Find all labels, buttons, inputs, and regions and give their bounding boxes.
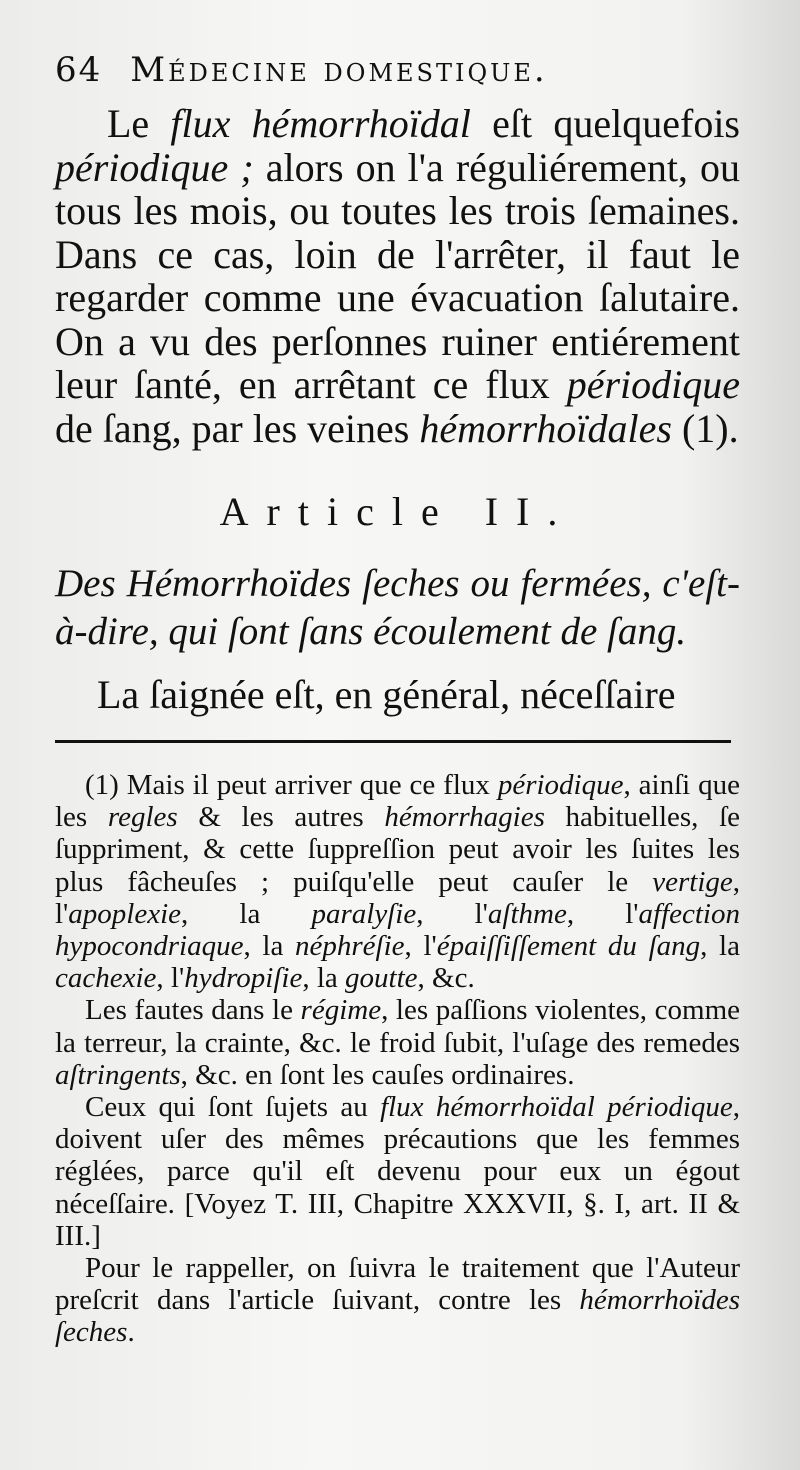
italic-run: hémorrhagies: [384, 801, 545, 834]
running-title: Médecine domestique.: [130, 50, 548, 90]
footnote-1: [55, 769, 740, 994]
text-run: , &c.: [417, 962, 475, 995]
italic-run: périodique: [497, 769, 624, 801]
footnote-2: [55, 994, 740, 1091]
text-run: Ceux qui ſont ſujets au: [85, 1091, 381, 1124]
italic-run: goutte: [345, 962, 418, 995]
italic-run: cachexie: [55, 962, 157, 995]
text-run: , l': [55, 865, 740, 930]
text-run: , les paſſions violentes, comme la terreur, la crainte, &c. le froid ſubit, l'uſage des remedes: [55, 994, 740, 1059]
italic-run: flux hémorrhoïdal: [170, 101, 471, 146]
text-run: Le: [107, 101, 171, 146]
text-run: , la: [181, 897, 312, 930]
italic-run: paralyſie: [311, 897, 417, 930]
text-run: (1) Mais il peut arriver que ce flux: [85, 769, 498, 801]
footnote-4: [55, 1252, 740, 1349]
footnote-3: [55, 1091, 740, 1252]
main-text: [55, 102, 740, 450]
text-run: , l': [566, 897, 639, 930]
text-run: , &c. en ſont les cauſes ordinaires.: [180, 1058, 575, 1091]
text-run: (1).: [671, 405, 739, 451]
text-run: , l': [416, 897, 488, 930]
running-header: [55, 50, 740, 98]
footnotes: [55, 769, 740, 1349]
text-run: & les autres: [177, 801, 385, 834]
footnote-divider: [55, 740, 731, 743]
italic-run: hémorrhoïdes ſeches: [55, 1284, 740, 1349]
italic-run: flux hémorrhoïdal périodique: [380, 1091, 733, 1124]
text-run: , la: [700, 930, 740, 963]
italic-run: hydropiſie: [184, 962, 303, 995]
italic-run: regles: [107, 801, 178, 834]
article-heading: Article II.: [219, 489, 576, 534]
text-run: , l': [404, 930, 437, 963]
italic-run: périodique: [566, 362, 740, 407]
italic-run: néphréſie: [295, 930, 405, 963]
italic-run: régime: [300, 994, 382, 1027]
text-run: eſt quelquefois: [470, 101, 740, 146]
text-run: Les fautes dans le: [85, 994, 301, 1027]
italic-run: épaiſſiſſement du ſang: [436, 930, 701, 963]
text-run: , doivent uſer des mêmes précautions que les femmes réglées, parce qu'il eſt devenu pour eux un égout néceſſaire. [Voyez T. III, Chapitre XXXVII, §. I, art. II & III.]: [55, 1091, 741, 1252]
italic-run: affection hypocondriaque: [55, 897, 740, 963]
text-run: , la: [302, 962, 346, 995]
italic-run: hémorrhoïdales: [419, 405, 672, 451]
text-run: de ſang, par les veines: [55, 405, 420, 451]
text-run: Pour le rappeller, on ſuivra le traitement que l'Auteur preſcrit dans l'article ſuivant, contre les: [55, 1252, 740, 1317]
italic-run: vertige: [652, 865, 733, 898]
italic-run: apoplexie: [68, 897, 182, 930]
text-run: alors on l'a réguliérement, ou tous les mois, ou toutes les trois ſemaines. Dans ce cas, loin de l'arrêter, il faut le regarder comme une évacuation ſalutaire. On a vu des perſonnes ruiner entiérement leur ſanté, en arrêtant ce flux: [55, 144, 741, 407]
text-run: , ainſi que les: [55, 769, 740, 834]
page-number: 64: [55, 50, 103, 90]
italic-run: aſtringents: [55, 1058, 181, 1091]
italic-run: périodique ;: [55, 144, 254, 190]
paragraph-1: [55, 102, 740, 450]
section-title: Des Hémorrhoïdes ſeches ou fermées, c'eſt-à-dire, qui ſont ſans écoulement de ſang.: [55, 562, 740, 653]
text-run: , la: [243, 930, 296, 963]
text-run: habituelles, ſe ſuppriment, & cette ſuppreſſion peut avoir les ſuites les plus fâcheuſes ; puiſqu'elle peut cauſer le: [55, 801, 741, 898]
text-run: , l': [156, 962, 185, 995]
italic-run: aſthme: [487, 897, 567, 930]
lead-sentence: La ſaignée eſt, en général, néceſſaire: [97, 672, 676, 717]
text-run: .: [127, 1316, 135, 1349]
